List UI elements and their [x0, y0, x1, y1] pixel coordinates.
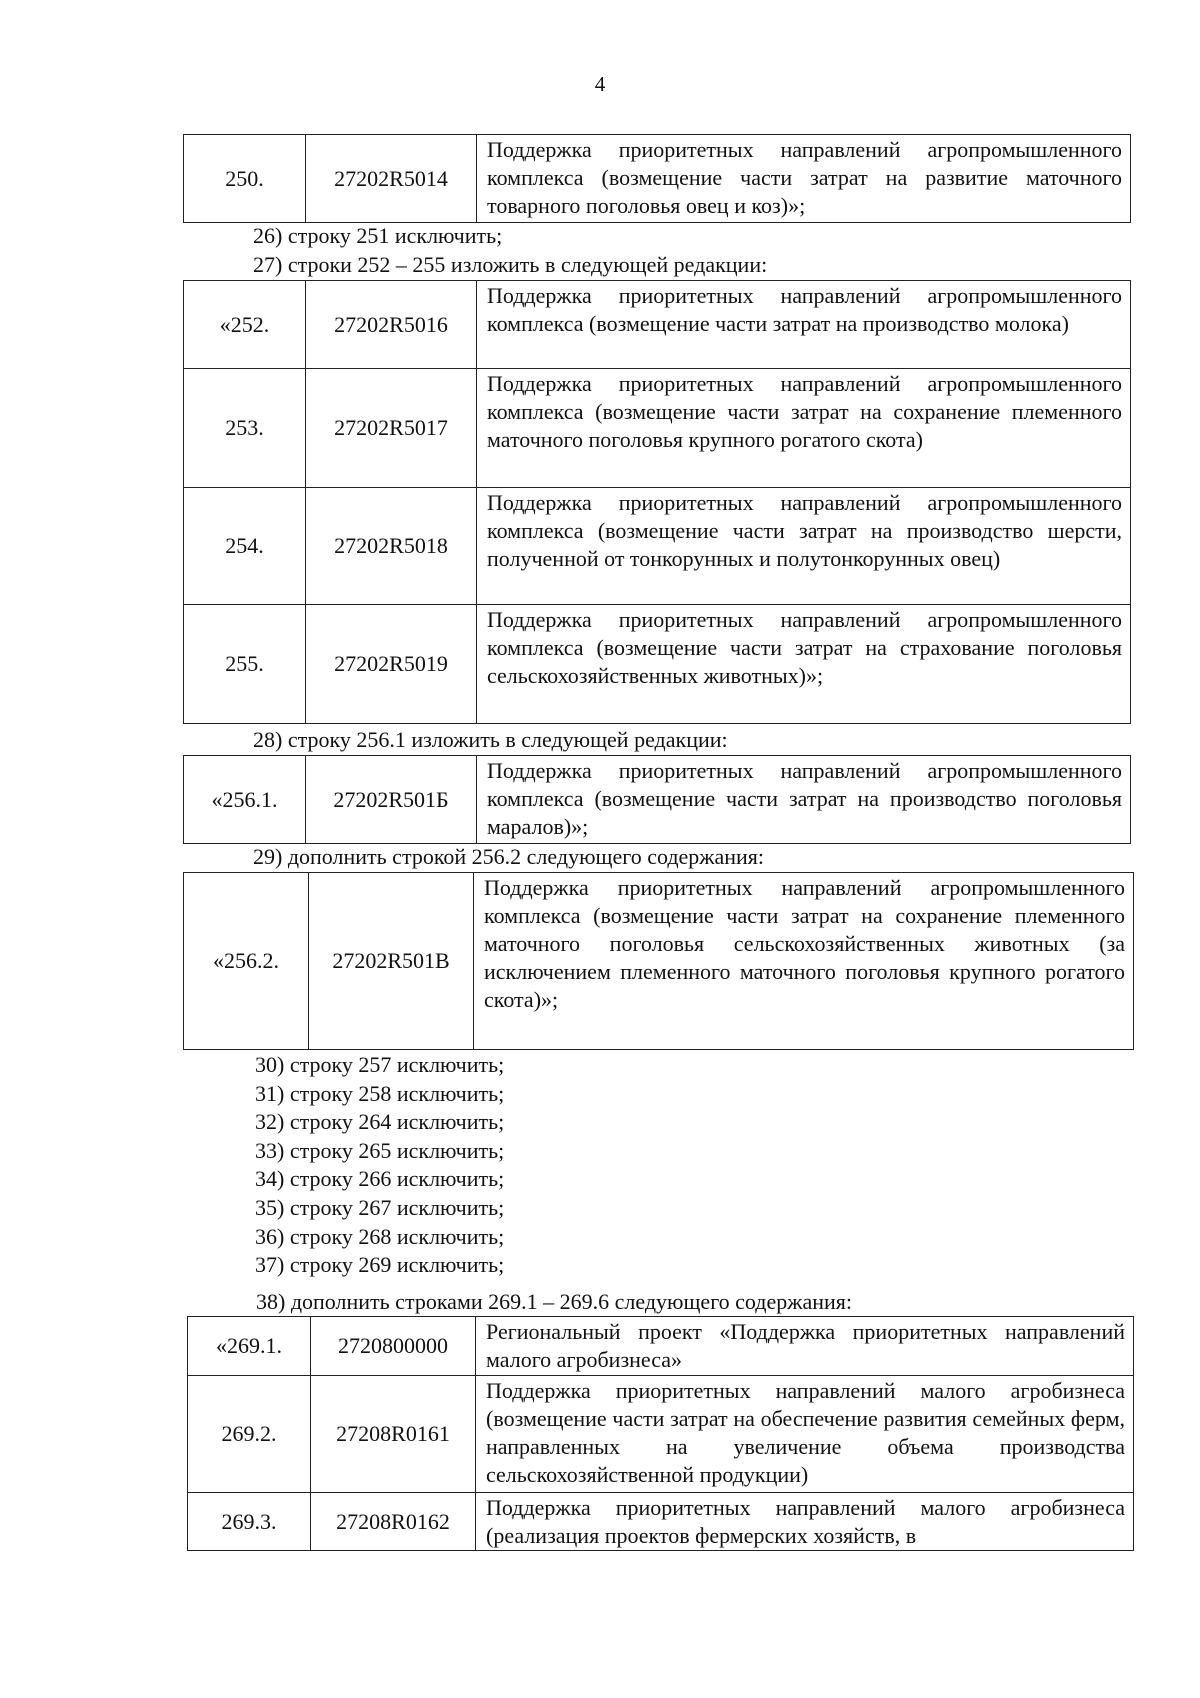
table-rows-269-block [187, 1316, 1134, 1551]
row-code: 2720800000 [311, 1317, 476, 1376]
row-description: Поддержка приоритетных направлений агропромышленного комплекса (возмещение части затрат на сохранение племенного маточного поголовья сельскохозяйственных животных (за исключением племенного маточного поголовья крупного рогатого скота)»; [474, 873, 1134, 1050]
instruction-33: 33) строку 265 исключить; [255, 1137, 505, 1163]
row-number: 250. [184, 135, 306, 223]
row-number: «269.1. [188, 1317, 311, 1376]
table-row [184, 369, 1131, 488]
table-row [188, 1376, 1134, 1493]
table-row [184, 281, 1131, 369]
instruction-34: 34) строку 266 исключить; [255, 1166, 505, 1192]
instruction-28: 28) строку 256.1 изложить в следующей редакции: [253, 727, 728, 752]
row-code: 27208R0162 [311, 1493, 476, 1551]
instruction-32: 32) строку 264 исключить; [255, 1109, 505, 1135]
row-code: 27202R5016 [306, 281, 477, 369]
page-number: 4 [594, 72, 606, 96]
row-code: 27202R5019 [306, 605, 477, 724]
instruction-30: 30) строку 257 исключить; [255, 1052, 505, 1077]
row-code: 27208R0161 [311, 1376, 476, 1493]
row-description: Поддержка приоритетных направлений агропромышленного комплекса (возмещение части затрат на страхование поголовья сельскохозяйственных животных)»; [477, 605, 1131, 724]
row-code: 27202R5018 [306, 488, 477, 605]
table-row-256-1 [183, 755, 1131, 844]
row-number: 255. [184, 605, 306, 724]
row-description: Региональный проект «Поддержка приоритетных направлений малого агробизнеса» [476, 1317, 1134, 1376]
row-code: 27202R5017 [306, 369, 477, 488]
row-code: 27202R501В [309, 873, 474, 1050]
table-rows-269 [187, 1316, 1134, 1551]
table-row-256-1-block [183, 755, 1131, 844]
instruction-36: 36) строку 268 исключить; [255, 1223, 505, 1249]
row-number: 269.2. [188, 1376, 311, 1493]
row-number: 254. [184, 488, 306, 605]
table-row [188, 1317, 1134, 1376]
table-row [184, 605, 1131, 724]
row-number: 253. [184, 369, 306, 488]
table-row [184, 135, 1131, 223]
table-row-250-block [183, 134, 1131, 223]
instruction-37: 37) строку 269 исключить; [255, 1252, 505, 1278]
instruction-27: 27) строки 252 – 255 изложить в следующей редакции: [253, 252, 768, 277]
row-description: Поддержка приоритетных направлений агропромышленного комплекса (возмещение части затрат на сохранение племенного маточного поголовья крупного рогатого скота) [477, 369, 1131, 488]
table-row-250 [183, 134, 1131, 223]
table-row-256-2-block [183, 872, 1134, 1050]
instruction-38: 38) дополнить строками 269.1 – 269.6 следующего содержания: [256, 1289, 852, 1314]
table-row [184, 488, 1131, 605]
table-row [184, 873, 1134, 1050]
row-description: Поддержка приоритетных направлений агропромышленного комплекса (возмещение части затрат на производство молока) [477, 281, 1131, 369]
row-number: «252. [184, 281, 306, 369]
row-number: «256.1. [184, 756, 306, 844]
row-code: 27202R501Б [306, 756, 477, 844]
table-rows-252-255-block [183, 280, 1131, 724]
instruction-35: 35) строку 267 исключить; [255, 1194, 505, 1220]
table-rows-252-255 [183, 280, 1131, 724]
row-description: Поддержка приоритетных направлений малого агробизнеса (возмещение части затрат на обеспечение развития семейных ферм, направленных на увеличение объема производства сельскохозяйственной продукции) [476, 1376, 1134, 1493]
row-number: 269.3. [188, 1493, 311, 1551]
row-number: «256.2. [184, 873, 309, 1050]
table-row-256-2 [183, 872, 1134, 1050]
row-description: Поддержка приоритетных направлений малого агробизнеса (реализация проектов фермерских хозяйств, в [476, 1493, 1134, 1551]
instruction-31: 31) строку 258 исключить; [255, 1080, 505, 1106]
instruction-list [255, 1051, 504, 1280]
row-description: Поддержка приоритетных направлений агропромышленного комплекса (возмещение части затрат на производство поголовья маралов)»; [477, 756, 1131, 844]
instruction-26: 26) строку 251 исключить; [253, 223, 503, 248]
table-row [188, 1493, 1134, 1551]
row-code: 27202R5014 [306, 135, 477, 223]
instruction-29: 29) дополнить строкой 256.2 следующего содержания: [253, 844, 765, 869]
table-row [184, 756, 1131, 844]
row-description: Поддержка приоритетных направлений агропромышленного комплекса (возмещение части затрат на развитие маточного товарного поголовья овец и коз)»; [477, 135, 1131, 223]
row-description: Поддержка приоритетных направлений агропромышленного комплекса (возмещение части затрат на производство шерсти, полученной от тонкорунных и полутонкорунных овец) [477, 488, 1131, 605]
